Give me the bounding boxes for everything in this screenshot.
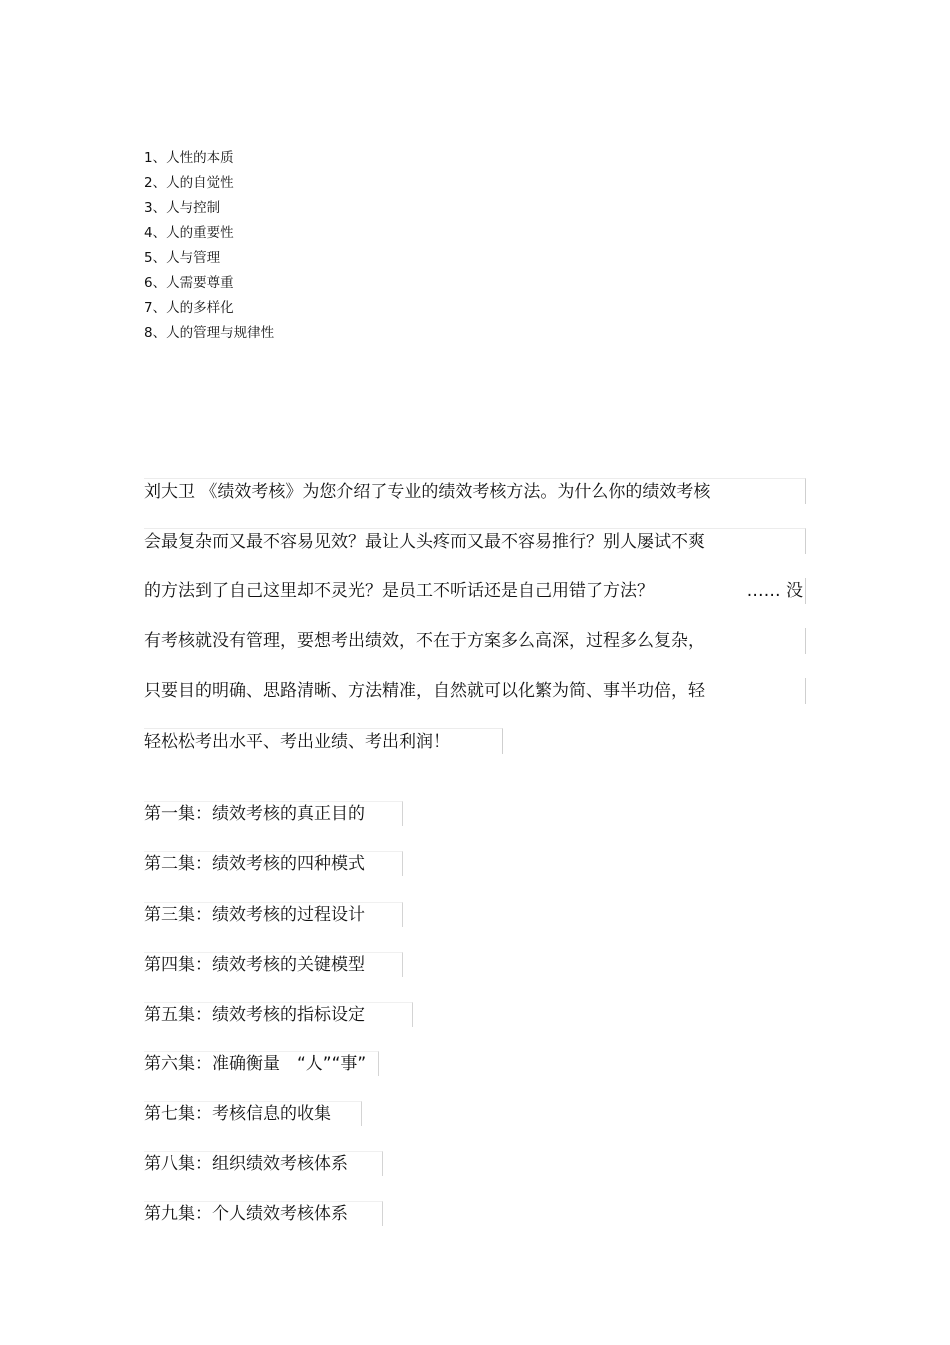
episode-item: 第三集：绩效考核的过程设计 [144, 902, 403, 927]
list-item: 7、人的多样化 [144, 300, 234, 316]
intro-line-text: 有考核就没有管理，要想考出绩效，不在于方案多么高深，过程多么复杂， [144, 631, 705, 651]
episode-item: 第五集：绩效考核的指标设定 [144, 1002, 413, 1027]
intro-line-text: 刘大卫 《绩效考核》为您介绍了专业的绩效考核方法。为什么你的绩效考核 [144, 482, 711, 502]
intro-line [144, 678, 806, 704]
intro-line [144, 578, 806, 604]
intro-line-text: 会最复杂而又最不容易见效？最让人头疼而又最不容易推行？别人屡试不爽 [144, 532, 705, 552]
episode-item: 第九集：个人绩效考核体系 [144, 1201, 383, 1226]
intro-line-text: 轻松松考出水平、考出业绩、考出利润！ [144, 732, 450, 752]
intro-line [144, 628, 806, 654]
intro-line-tail: …… 没 [746, 581, 803, 601]
intro-line [144, 478, 806, 504]
list-item: 6、人需要尊重 [144, 275, 234, 291]
episode-item: 第一集：绩效考核的真正目的 [144, 801, 403, 826]
list-item: 3、人与控制 [144, 200, 221, 216]
episode-item: 第二集：绩效考核的四种模式 [144, 851, 403, 876]
principles-list [144, 146, 274, 346]
intro-line-text: 只要目的明确、思路清晰、方法精准，自然就可以化繁为简、事半功倍，轻 [144, 681, 705, 701]
list-item: 5、人与管理 [144, 250, 221, 266]
list-item: 1、人性的本质 [144, 150, 234, 166]
list-item: 2、人的自觉性 [144, 175, 234, 191]
episode-item: 第七集：考核信息的收集 [144, 1101, 362, 1126]
list-item: 8、人的管理与规律性 [144, 325, 275, 341]
list-item: 4、人的重要性 [144, 225, 234, 241]
intro-line-text: 的方法到了自己这里却不灵光？是员工不听话还是自己用错了方法？ [144, 581, 654, 601]
intro-line [144, 528, 806, 554]
intro-line [144, 728, 503, 754]
episode-item: 第六集：准确衡量 “人”“事” [144, 1051, 379, 1076]
episode-item: 第四集：绩效考核的关键模型 [144, 952, 403, 977]
episode-item: 第八集：组织绩效考核体系 [144, 1151, 383, 1176]
